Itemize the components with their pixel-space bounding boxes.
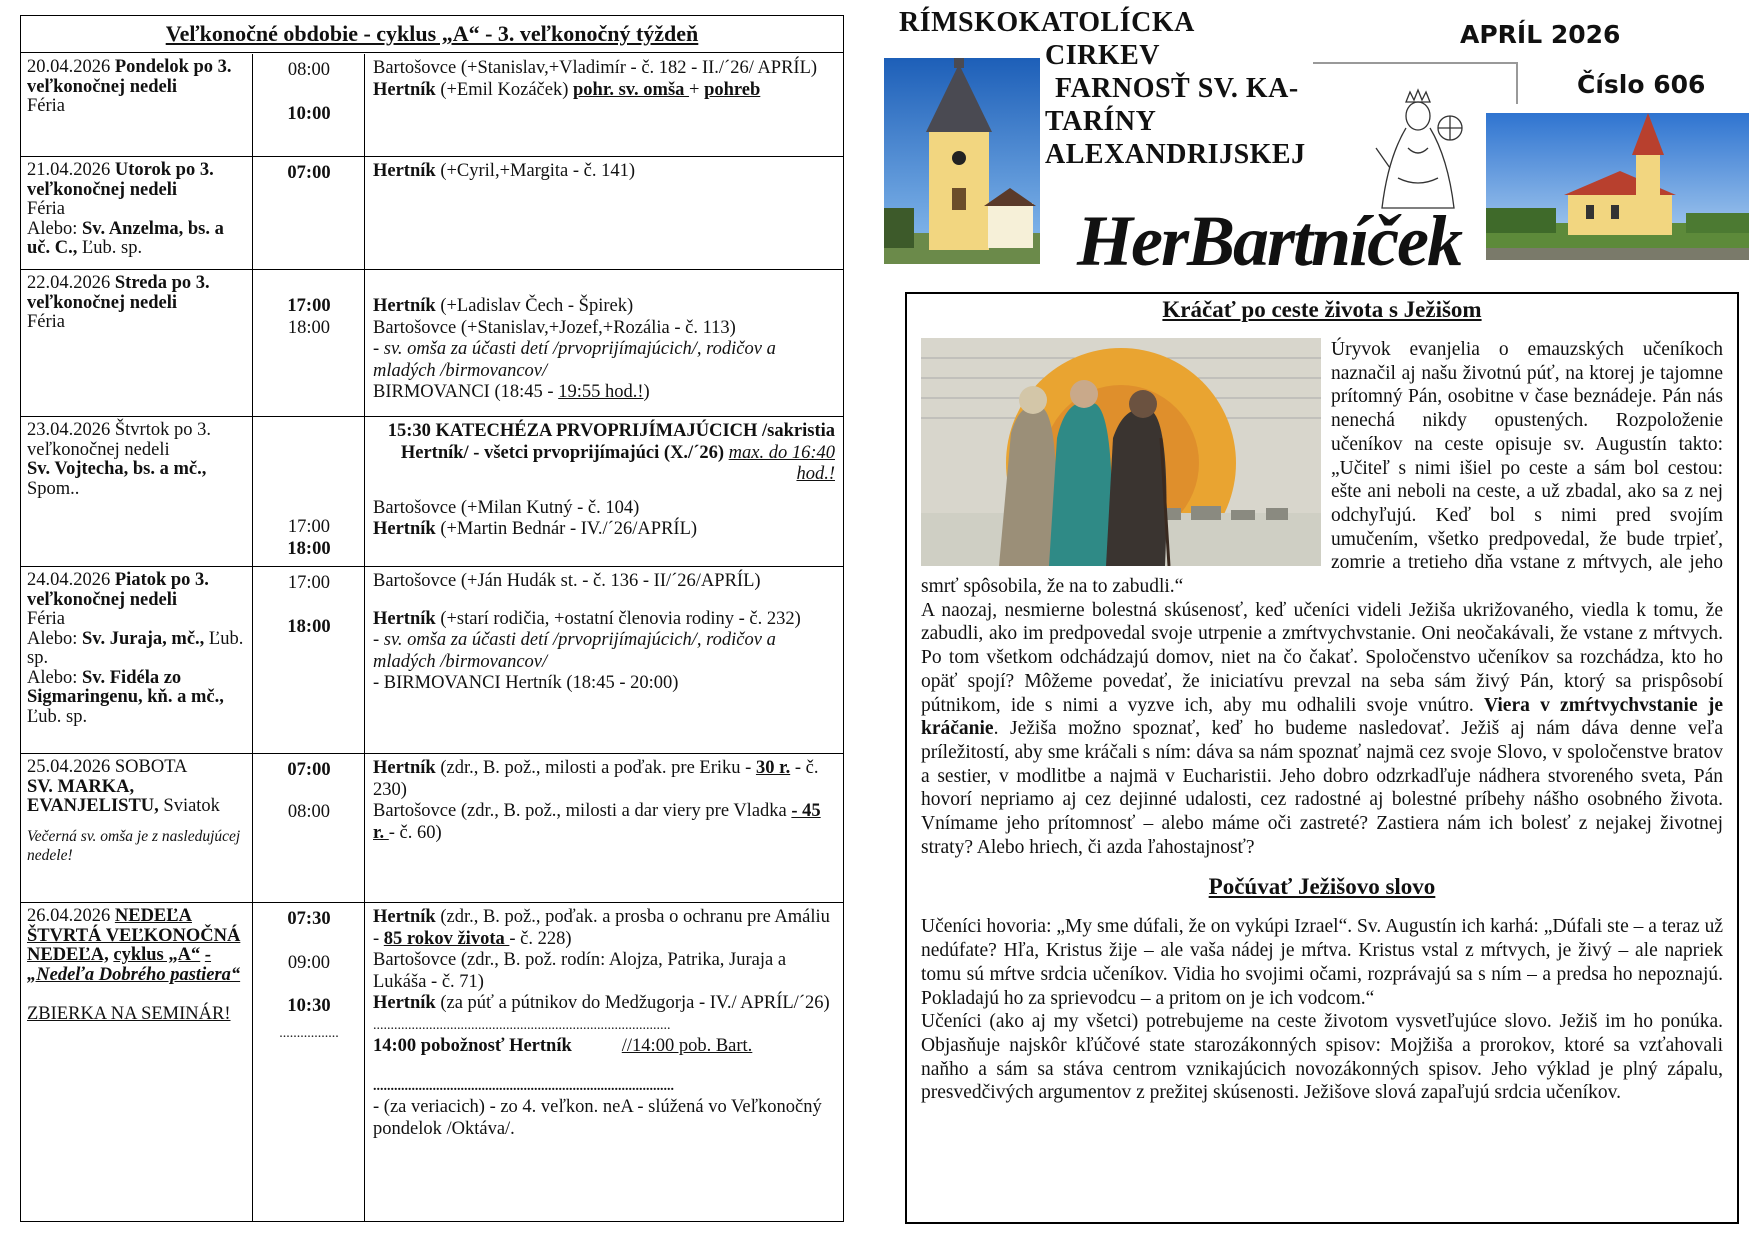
dotted-separator: ...................................................................................... (373, 1078, 674, 1094)
mass-intention: BIRMOVANCI (18:45 - 19:55 hod.!) (373, 382, 650, 402)
article-box (905, 292, 1739, 1224)
parish-line: CIRKEV (1045, 40, 1161, 71)
mass-note: - (za veriacich) - zo 4. veľkon. neA - slúžená vo Veľkonočný pondelok /Oktáva/. (373, 1097, 822, 1139)
day-cell: 21.04.2026 Utorok po 3. veľkonočnej nedeli Féria Alebo: Sv. Anzelma, bs. a uč. C., Ľub. sp. (21, 157, 253, 269)
article-heading: Počúvať Ježišovo slovo (1208, 874, 1436, 900)
mass-time: 08:00 (287, 802, 331, 822)
intention-cell (365, 270, 843, 416)
time-cell (253, 567, 365, 753)
parish-line: FARNOSŤ SV. KA- (1055, 73, 1299, 104)
schedule-row-wednesday (21, 270, 843, 417)
intention-cell (365, 567, 843, 753)
parish-line: TARÍNY (1045, 106, 1157, 137)
day-cell: 20.04.2026 Pondelok po 3. veľkonočnej nedeli Féria (21, 54, 253, 156)
mass-intention: Bartošovce (+Milan Kutný - č. 104) (373, 497, 640, 518)
intention-cell (365, 754, 843, 902)
article-paragraph: Učeníci (ako aj my všetci) potrebujeme na ceste životom vysvetľujúce slovo. Ježiš im ho ponúka. Objasňuje najskôr kľúčové state starozákonných spisov: Mojžiša a prorokov, ktoré sa vzťahovali naňho a sám sa stáva centrom vznikajúcich novozákonných spisov. Jeho výklad je plný zápalu, presvedčivých argumentov z prežitej skúsenosti. Ježišove slová zapaľujú srdcia učeníkov. (921, 1011, 1723, 1104)
mass-intention: Hertník (zdr., B. pož., poďak. a prosba o ochranu pre Amáliu - 85 rokov života - č. 228) (373, 907, 830, 949)
mass-intention: Hertník (+Ladislav Čech - Špirek) (373, 296, 634, 316)
mass-time: 18:00 (287, 539, 331, 559)
parish-name (899, 6, 1339, 171)
emmaus-disciples-picture (921, 338, 1321, 566)
divider (1516, 62, 1518, 104)
mass-intention: Bartošovce (zdr., B. pož. rodín: Alojza, Patrika, Juraja a Lukáša - č. 71) (373, 950, 787, 992)
mass-intention: Hertník (zdr., B. pož., milosti a poďak. pre Eriku - 30 r. - č. 230) (373, 758, 819, 800)
time-cell (253, 417, 365, 566)
mass-intention: Hertník (+Martin Bednár - IV./´26/APRÍL) (373, 519, 698, 539)
time-cell (253, 157, 365, 269)
mass-intention: Bartošovce (+Stanislav,+Vladimír - č. 182 - II./´26/ APRÍL) (373, 58, 818, 78)
mass-intention: Hertník (+starí rodičia, +ostatní členovia rodiny - č. 232) (373, 608, 801, 629)
mass-time: 10:30 (287, 996, 331, 1016)
issue-date: APRÍL 2026 (1460, 20, 1621, 49)
mass-time: 17:00 (287, 296, 331, 316)
schedule-row-thursday (21, 417, 843, 567)
mass-intention: Bartošovce (+Ján Hudák st. - č. 136 - II/´26/APRÍL) (373, 571, 761, 591)
mass-time: 07:30 (287, 909, 331, 929)
catechesis-notice: 15:30 KATECHÉZA PRVOPRIJÍMAJÚCICH /sakristia Hertník/ - všetci prvoprijímajúci (X./´26) max. do 16:40 hod.! (387, 421, 835, 484)
schedule-row-saturday (21, 754, 843, 903)
schedule-header: Veľkonočné obdobie - cyklus „A“ - 3. veľkonočný týždeň (21, 16, 843, 53)
mass-intention: Bartošovce (zdr., B. pož., milosti a dar viery pre Vladka - 45 r. - č. 60) (373, 801, 821, 843)
parish-line: ALEXANDRIJSKEJ (1045, 139, 1306, 170)
schedule-row-sunday (21, 903, 843, 1221)
intention-cell (365, 417, 843, 566)
issue-number: Číslo 606 (1577, 70, 1706, 99)
evening-mass-note: Večerná sv. omša je z nasledujúcej nedele! (27, 827, 241, 864)
day-cell: 23.04.2026 Štvrtok po 3. veľkonočnej nedeli Sv. Vojtecha, bs. a mč., Spom.. (21, 417, 253, 566)
intention-cell (365, 54, 843, 156)
day-cell: 25.04.2026 SOBOTA SV. MARKA, EVANJELISTU, Sviatok Večerná sv. omša je z nasledujúcej nedele! (21, 754, 253, 902)
mass-schedule-table (20, 15, 844, 1222)
day-cell: 24.04.2026 Piatok po 3. veľkonočnej nedeli Féria Alebo: Sv. Juraja, mč., Ľub. sp. Alebo: Sv. Fidéla zo Sigmaringenu, kň. a mč., Ľub. sp. (21, 567, 253, 753)
article-paragraph: Úryvok evanjelia o emauzských učeníkoch naznačil aj našu životnú púť, na ktorej je tajomne prítomný Pán, osobitne v čase beznádeje. Pán nás nenechá nikdy opustených. Rozpoloženie učeníkov na ceste opisuje sv. Augustín takto: „Učiteľ s nimi išiel po ceste a sám bol cestou: ešte ani neboli na ceste, a už zbadal, ako sa z nej odchyľujú. Keď bol s nimi pred svojím umučením, všetko predpovedal, že bude trpieť, zomrie a tretieho dňa vstane z mŕtvych, ale jeho smrť spôsobila, že na to zabudli.“ (921, 339, 1723, 598)
mass-time: 07:00 (287, 760, 331, 780)
mass-intention: Hertník (+Emil Kozáček) pohr. sv. omša + pohreb (373, 79, 761, 100)
mass-time: 07:00 (287, 163, 331, 183)
day-cell: 22.04.2026 Streda po 3. veľkonočnej nedeli Féria (21, 270, 253, 416)
mass-time: 18:00 (287, 318, 331, 338)
newsletter-title: HerBartníček (1077, 201, 1461, 281)
mass-intention: Hertník (za púť a pútnikov do Medžugorja - IV./ APRÍL/´26) (373, 993, 830, 1013)
dotted-separator: ..................................................................................... (373, 1017, 671, 1033)
saint-catherine-illustration (1368, 88, 1468, 216)
day-cell: 26.04.2026 NEDEĽA ŠTVRTÁ VEĽKONOČNÁ NEDEĽA, cyklus „A“ - „Nedeľa Dobrého pastiera“ ZBIERKA NA SEMINÁR! (21, 903, 253, 1221)
mass-time: 08:00 (287, 60, 331, 80)
devotion-line: 14:00 pobožnosť Hertník //14:00 pob. Bart. (373, 1036, 753, 1056)
schedule-row-friday (21, 567, 843, 754)
divider (1313, 62, 1518, 64)
article-paragraph: A naozaj, nesmierne bolestná skúsenosť, keď učeníci videli Ježiša ukrižovaného, viedla k tomu, že zabudli, ako im predpovedal svoje utrpenie a zmŕtvychvstanie. Oni neočakávali, že vstane z mŕtvych. Po tom všetkom odchádzajú domov, niet na čo čakať. Spoločenstvo učeníkov sa rozchádza, kto ho opäť spojí? Môžeme povedať, že iniciatívu prevzal na seba sám živý Pán, ktorý sa prispôsobí pútnikom, ide s nimi a vyzve ich, aby mu odhalili svoje vnútro. Viera v zmŕtvychvstanie je kráčanie. Ježiša možno spoznať, keď ho budeme nasledovať. Ježiš aj nám dáva denne veľa príležitostí, aby sme kráčali s ním: dáva sa nám spoznať najmä cez svoje Slovo, v spoločenstve bratov a sestier, v modlitbe a najmä v Eucharistii. Jeho dobro odzrkadľuje nádhera stvoreného sveta, Pán hovorí nepriamo aj cez dejinné udalosti, cez radostné aj bolestné príbehy nášho osobného života. Vnímame jeho prítomnosť – alebo máme oči zastreté? Zastiera nám ich bolesť z nejakej životnej straty? Alebo hriech, či azda ľahostajnosť? (921, 599, 1723, 858)
intention-cell (365, 903, 843, 1221)
time-cell (253, 54, 365, 156)
mass-time: 17:00 (287, 517, 331, 537)
time-cell (253, 754, 365, 902)
mass-note: - sv. omša za účasti detí /prvoprijímajúcich/, rodičov a mladých /birmovancov/ (373, 339, 776, 381)
mass-time: 18:00 (287, 617, 331, 637)
time-cell (253, 270, 365, 416)
time-cell (253, 903, 365, 1221)
dotted-separator: ................. (279, 1026, 339, 1041)
mass-time: 10:00 (287, 104, 331, 124)
mass-time: 17:00 (287, 573, 331, 593)
parish-line: RÍMSKOKATOLÍCKA (899, 7, 1195, 38)
article-heading: Kráčať po ceste života s Ježišom (1162, 297, 1482, 322)
schedule-row-tuesday (21, 157, 843, 270)
mass-time: 09:00 (287, 953, 331, 973)
article-paragraph: Učeníci hovoria: „My sme dúfali, že on vykúpi Izrael“. Sv. Augustín ich karhá: „Dúfali ste – a teraz už nedúfate? Hľa, Kristus žije – ale vaša nádej je mŕtva. Kristus vstal z mŕtvych, je živý – ale napriek tomu sú mŕtve srdcia učeníkov. Vidia ho svojimi očami, rozprávajú sa s ním – a predsa ho nepoznajú. Pokladajú ho za sprievodcu – a pritom on je ich vodcom.“ (921, 916, 1723, 1009)
mass-intention: - BIRMOVANCI Hertník (18:45 - 20:00) (373, 673, 679, 693)
schedule-row-monday (21, 54, 843, 157)
mass-note: - sv. omša za účasti detí /prvoprijímajúcich/, rodičov a mladých /birmovancov/ (373, 630, 776, 672)
mass-intention: Bartošovce (+Stanislav,+Jozef,+Rozália - č. 113) (373, 317, 736, 338)
church-photo-right (1486, 113, 1749, 260)
intention-cell (365, 157, 843, 269)
mass-intention: Hertník (+Cyril,+Margita - č. 141) (373, 161, 636, 181)
collection-notice: ZBIERKA NA SEMINÁR! (27, 1003, 231, 1024)
